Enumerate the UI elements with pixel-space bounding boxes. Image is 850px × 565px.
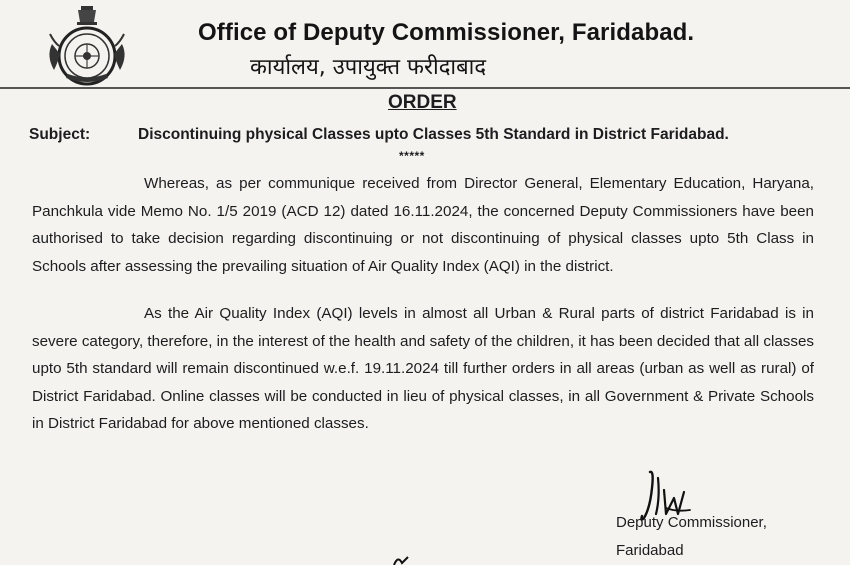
paragraph-communique: Whereas, as per communique received from Director General, Elementary Education, Haryana, Panchkula vide Memo No. 1/5 2019 (ACD 12) dated 16.11.2024, the concerned Deputy Commissioners have been authorised to take decision regarding discontinuing or not discontinuing of physical classes upto 5th Class in Schools after assessing the prevailing situation of Air Quality Index (AQI) in the district. [32, 175, 814, 275]
subject-text: Discontinuing physical Classes upto Classes 5th Standard in District Faridabad. [138, 126, 729, 143]
order-heading: ORDER [388, 92, 457, 113]
signatory-place: Faridabad [616, 542, 684, 559]
letterhead-divider [0, 87, 850, 89]
subject-label: Subject: [29, 126, 91, 143]
ink-mark-icon [392, 553, 422, 565]
office-title-english: Office of Deputy Commissioner, Faridabad. [198, 19, 695, 46]
haryana-emblem-icon [44, 4, 130, 86]
office-title-hindi: कार्यालय, उपायुक्त फरीदाबाद [250, 55, 487, 80]
section-separator: ***** [399, 149, 425, 163]
paragraph-decision: As the Air Quality Index (AQI) levels in almost all Urban & Rural parts of district Faridabad is in severe category, therefore, in the interest of the health and safety of the children, it has been decided that all classes upto 5th standard will remain discontinued w.e.f. 19.11.2024 till further orders in all areas (urban as well as rural) of District Faridabad. Online classes will be conducted in lieu of physical classes, in all Government & Private Schools in District Faridabad for above mentioned classes. [32, 305, 814, 432]
signatory-title: Deputy Commissioner, [616, 514, 767, 531]
